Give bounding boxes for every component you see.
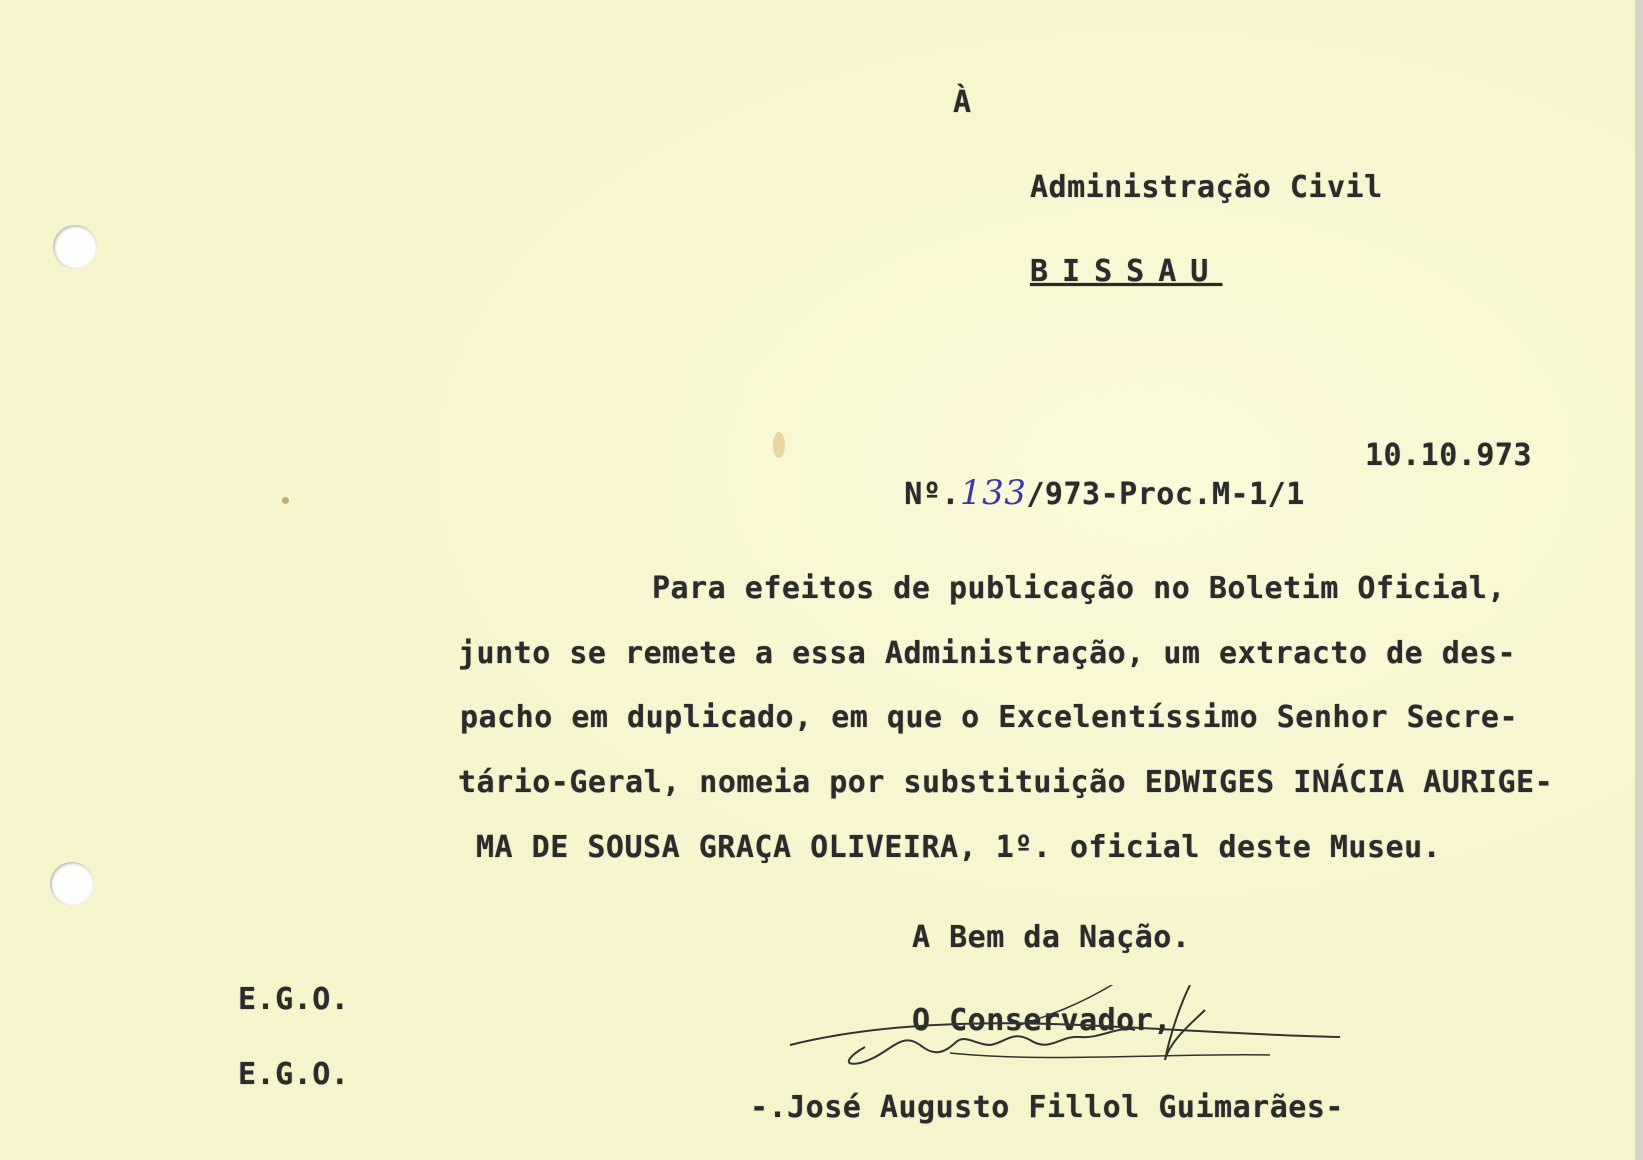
reference-date: 10.10.973 — [1365, 438, 1533, 473]
addressee-prefix: À — [953, 85, 972, 120]
body-line-1: Para efeitos de publicação no Boletim Oficial, — [652, 571, 1506, 606]
punch-hole-top — [53, 225, 97, 269]
body-line-2: junto se remete a essa Administração, um extracto de des- — [458, 636, 1517, 671]
addressee: Administração Civil — [1030, 170, 1383, 205]
body-line-4: tário-Geral, nomeia por substituição EDWIGES INÁCIA AURIGE- — [458, 765, 1554, 800]
ink-dot — [282, 497, 289, 504]
closing-salutation: A Bem da Nação. — [912, 920, 1191, 955]
reference-suffix: /973-Proc.M-1/1 — [1026, 477, 1305, 512]
body-line-3: pacho em duplicado, em que o Excelentíssimo Senhor Secre- — [460, 700, 1519, 735]
reference-prefix: Nº. — [904, 477, 960, 512]
body-line-5: MA DE SOUSA GRAÇA OLIVEIRA, 1º. oficial deste Museu. — [476, 830, 1442, 865]
annotation-2: E.G.O. — [238, 1057, 350, 1092]
signatory-name: -.José Augusto Fillol Guimarães- — [750, 1090, 1344, 1125]
handwritten-signature — [750, 985, 1370, 1105]
signatory-title: O Conservador, — [912, 1003, 1172, 1038]
reference-line — [830, 438, 1305, 548]
page-edge — [1635, 0, 1643, 1160]
city-heading: BISSAU — [1030, 254, 1223, 289]
reference-number-handwritten: 133 — [959, 473, 1027, 513]
punch-hole-bottom — [50, 862, 94, 906]
annotation-1: E.G.O. — [238, 982, 350, 1017]
ink-stain — [773, 432, 785, 458]
